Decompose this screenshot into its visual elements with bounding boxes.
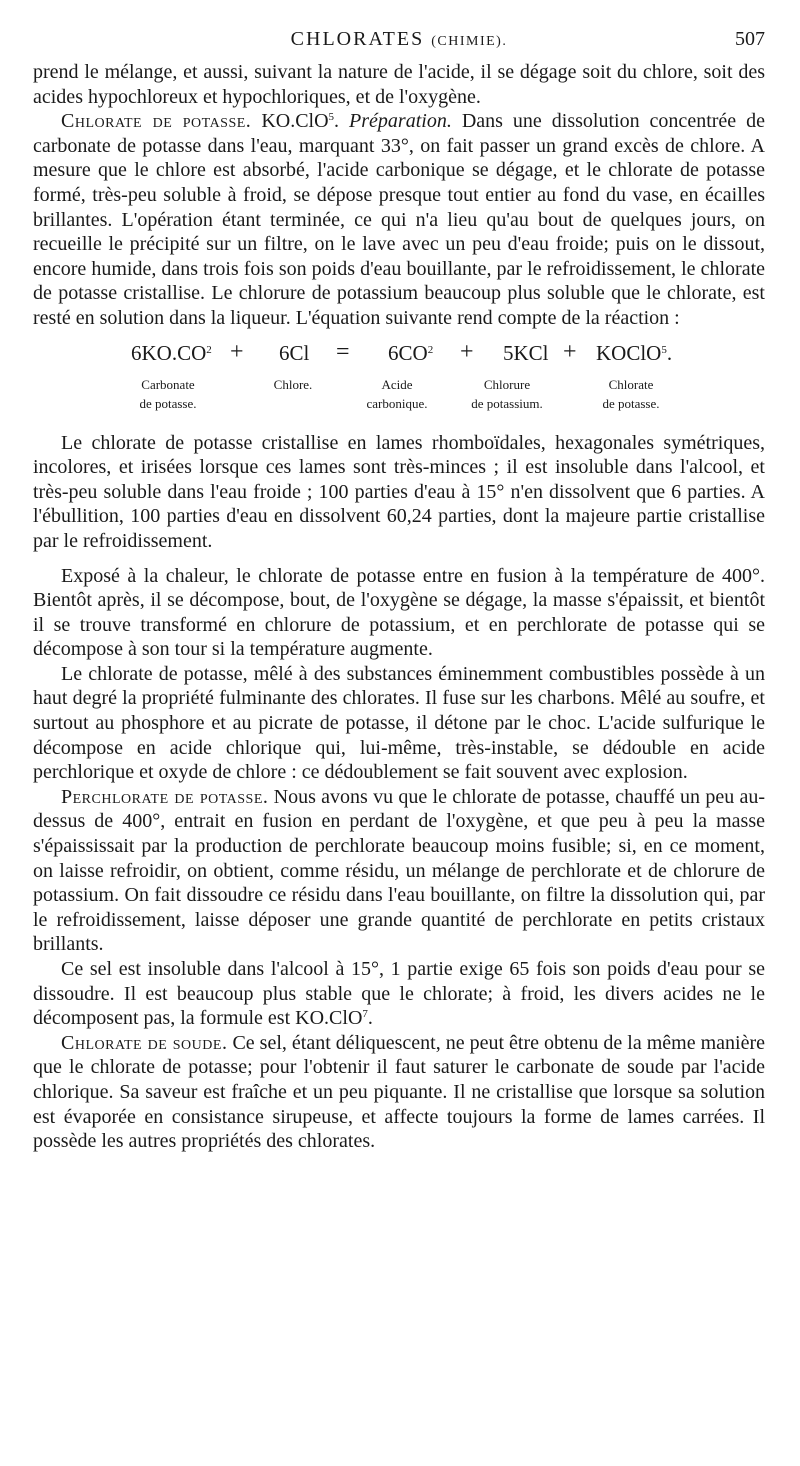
- italic-heading: Préparation.: [349, 110, 452, 133]
- section-lead: Perchlorate de potasse.: [61, 785, 269, 808]
- header-subtitle: (CHIMIE).: [431, 34, 508, 49]
- equation-label: Chlorate de potasse.: [602, 376, 660, 411]
- paragraph-text: Nous avons vu que le chlorate de potasse, chauffé un peu au-dessus de 400°, entrait en fusion en perdant de l'oxygène, et que peu à peu la masse s'épaississait par la production de perchlorate beaucoup moins fusible; si, en ce moment, on laisse refroidir, on obtient, comme résidu, un mélange de perchlorate et de chlorure de potassium. On fait dissoudre ce résidu dans l'eau bouillante, on filtre la dissolution qui, par le refroidissement, laisse déposer une grande quantité de perchlorate en petits cristaux brillants.: [33, 785, 766, 956]
- section-lead: Chlorate de soude.: [61, 1031, 228, 1054]
- formula: KO.ClO$^5$.: [261, 110, 340, 133]
- paragraph-chaleur: [33, 564, 765, 662]
- equation-term: 5KCl: [503, 340, 549, 365]
- paragraph-text: Dans une dissolution concentrée de carbonate de potasse dans l'eau, marquant 33°, on fait passer un grand excès de chlore. A mesure que le chlore est absorbé, l'acide carbonique se dégage, et le chlorate de potasse formé, très-peu soluble à froid, se dépose presque tout entier au fond du vase, en écailles brillantes. L'opération étant terminée, ce qui n'a lieu qu'au bout de quelques jours, on recueille le précipité sur un filtre, on le lave avec un peu d'eau froide; puis on le dissout, encore humide, dans trois fois son poids d'eau bouillante, par le refroidissement, le chlorate de potasse cristallise. Le chlorure de potassium beaucoup plus soluble que le chlorate, est resté en solution dans la liqueur. L'équation suivante rend compte de la réaction :: [33, 110, 766, 329]
- paragraph-sel-insoluble: [33, 957, 765, 1031]
- paragraph-text: prend le mélange, et aussi, suivant la nature de l'acide, il se dégage soit du chlore, soit des acides hypochloreux et hypochloriques, et de l'oxygène.: [33, 61, 765, 108]
- running-title: [33, 28, 765, 51]
- page-number: 507: [735, 28, 765, 50]
- paragraph-text: Le chlorate de potasse, mêlé à des substances éminemment combustibles possède à un haut degré la propriété fulminante des chlorates. Il fuse sur les charbons. Mêlé au soufre, et surtout au phosphore et au picrate de potasse, il détone par le choc. L'acide sulfurique le décompose en acide chlorique qui, lui-même, très-instable, se dédouble en acide perchlorique et oxyde de chlore : ce dédoublement se fait souvent avec explosion.: [33, 662, 765, 784]
- paragraph-text: Le chlorate de potasse cristallise en lames rhomboïdales, hexagonales symétriques, incolores, et irisées lorsque ces lames sont très-minces ; il est insoluble dans l'alcool, et très-peu soluble dans l'eau froide ; 100 parties d'eau à 15° n'en dissolvent que 6 parties. A l'ébullition, 100 parties d'eau en dissolvent 60,24 parties, dont la majeure partie cristallise par le refroidissement.: [33, 431, 765, 552]
- section-lead: Chlorate de potasse.: [61, 110, 252, 133]
- header-title: CHLORATES: [290, 28, 425, 50]
- equation-term: $6KO.CO^2$: [131, 340, 212, 365]
- paragraph-continuation: [33, 60, 765, 109]
- equation-operator: +: [563, 338, 577, 365]
- equation-label: Carbonate de potasse.: [139, 376, 197, 411]
- equation-term: 6Cl: [279, 340, 310, 365]
- running-header: [33, 24, 765, 60]
- paragraph-chlorate-soude: [33, 1031, 765, 1154]
- equation-label: Acide carbonique.: [366, 376, 428, 411]
- equation-operator: +: [230, 338, 244, 365]
- paragraph-text: Exposé à la chaleur, le chlorate de potasse entre en fusion à la température de 400°. Bientôt après, il se décompose, bout, de l'oxygène se dégage, la masse s'épaissit, et bientôt il se trouve transformé en chlorure de potassium, et en perchlorate de potasse qui se décompose à son tour si la température augmente.: [33, 564, 765, 661]
- equation-term: $6CO^2$: [388, 340, 434, 365]
- equation-operator: =: [336, 338, 350, 365]
- paragraph-perchlorate-potasse: [33, 785, 765, 957]
- paragraph-chlorate-potasse: [33, 109, 765, 330]
- paragraph-fulminante: [33, 662, 765, 785]
- equation-term: KOClO$^5$.: [596, 340, 673, 365]
- document-page: [33, 24, 765, 1154]
- paragraph-cristallisation: [33, 431, 765, 554]
- chemical-equation: [33, 337, 765, 423]
- equation-label: Chlorure de potassium.: [471, 376, 543, 411]
- paragraph-text: Ce sel est insoluble dans l'alcool à 15°, 1 partie exige 65 fois son poids d'eau pour se dissoudre. Il est beaucoup plus stable que le chlorate; à froid, les divers acides ne le décomposent pas, la formule est: [33, 958, 765, 1030]
- equation-label: Chlore.: [273, 376, 313, 392]
- paragraph-text: Ce sel, étant déliquescent, ne peut être obtenu de la même manière que le chlorate de potasse; pour l'obtenir il faut saturer le carbonate de soude par l'acide chlorique. Sa saveur est fraîche et un peu piquante. Il ne cristallise que lorsque sa solution est évaporée en consistance sirupeuse, et affecte toujours la forme de lames carrées. Il possède les autres propriétés des chlorates.: [33, 1031, 766, 1153]
- equation-operator: +: [460, 338, 474, 365]
- formula: KO.ClO$^7$.: [295, 1007, 373, 1030]
